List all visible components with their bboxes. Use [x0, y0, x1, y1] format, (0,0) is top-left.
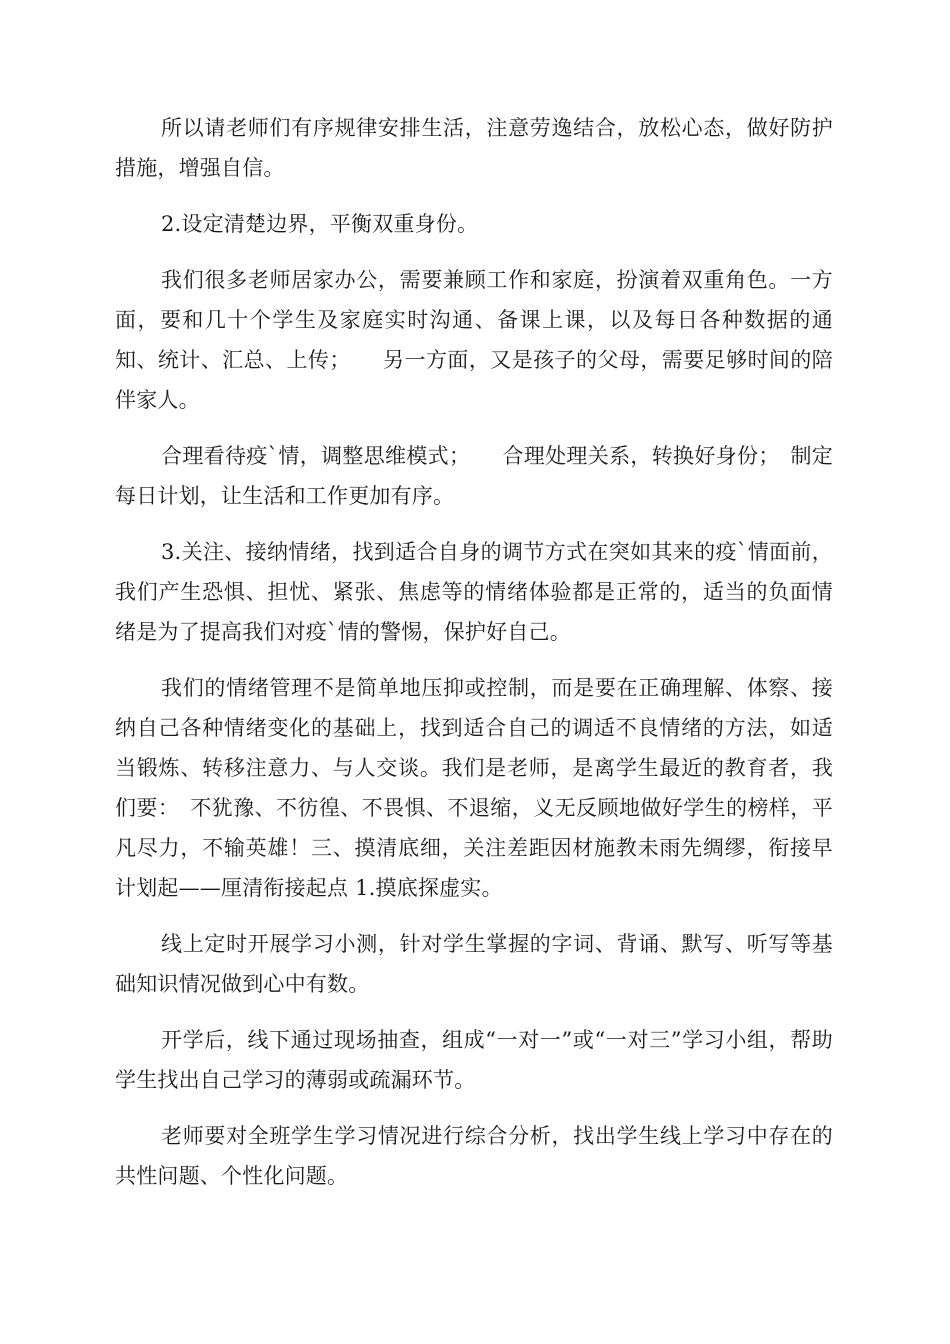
document-body [115, 108, 833, 1212]
paragraph-4: 合理看待疫`情，调整思维模式； 合理处理关系，转换好身份； 制定每日计划，让生活和工作更加有序。 [115, 444, 833, 508]
paragraph-7: 线上定时开展学习小测，针对学生掌握的字词、背诵、默写、听写等基础知识情况做到心中有数。 [115, 932, 833, 996]
paragraph-6: 我们的情绪管理不是简单地压抑或控制，而是要在正确理解、体察、接纳自己各种情绪变化的基础上，找到适合自己的调适不良情绪的方法，如适当锻炼、转移注意力、与人交谈。我们是老师，是离学生最近的教育者，我们要： 不犹豫、不彷徨、不畏惧、不退缩，义无反顾地做好学生的榜样，平凡尽力，不输英雄！三、摸清底细，关注差距因材施教未雨先绸缪，衔接早计划起——厘清衔接起点 1.摸底探虚实。 [115, 676, 833, 900]
paragraph-8: 开学后，线下通过现场抽查，组成“一对一”或“一对三”学习小组，帮助学生找出自己学习的薄弱或疏漏环节。 [115, 1028, 833, 1092]
paragraph-3: 我们很多老师居家办公，需要兼顾工作和家庭，扮演着双重角色。一方面，要和几十个学生及家庭实时沟通、备课上课，以及每日各种数据的通知、统计、汇总、上传； 另一方面，又是孩子的父母，需要足够时间的陪伴家人。 [115, 268, 833, 412]
paragraph-1: 所以请老师们有序规律安排生活，注意劳逸结合，放松心态，做好防护措施，增强自信。 [115, 116, 833, 180]
paragraph-9: 老师要对全班学生学习情况进行综合分析，找出学生线上学习中存在的共性问题、个性化问题。 [115, 1124, 833, 1188]
paragraph-5: 3.关注、接纳情绪，找到适合自身的调节方式在突如其来的疫`情面前，我们产生恐惧、担忧、紧张、焦虑等的情绪体验都是正常的，适当的负面情绪是为了提高我们对疫`情的警惕，保护好自己。 [115, 540, 833, 644]
paragraph-2: 2.设定清楚边界，平衡双重身份。 [161, 212, 479, 236]
